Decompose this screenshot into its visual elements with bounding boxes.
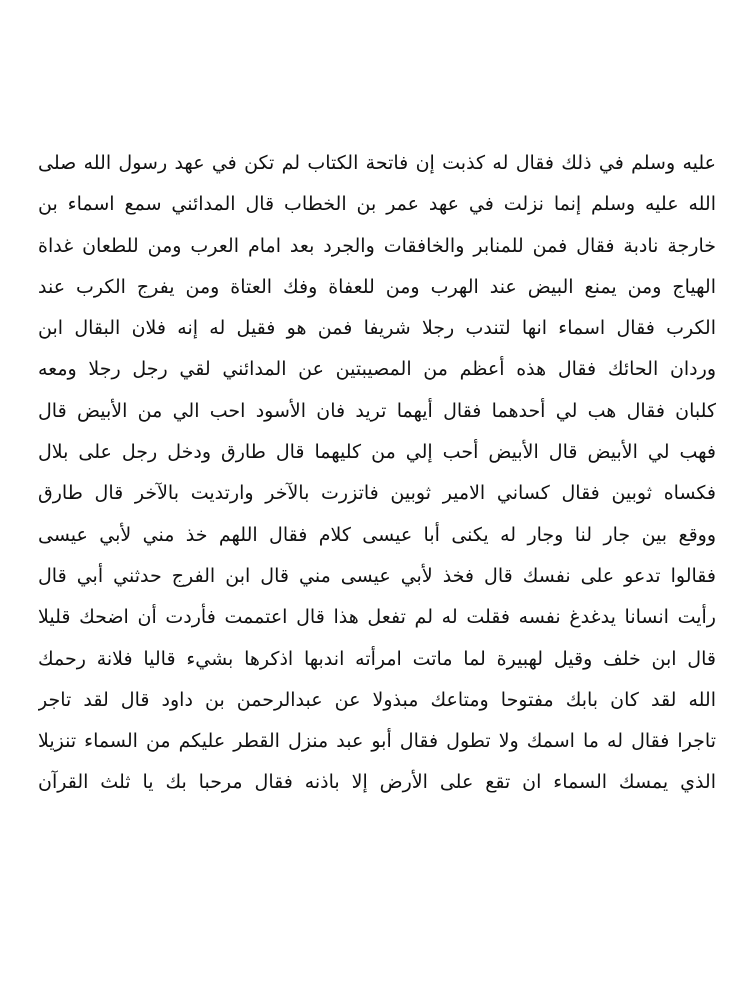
- text-line: رأيت انسانا يدغدغ نفسه فقلت له لم تفعل هذا قال اعتممت فأردت أن اضحك قليلا: [38, 606, 716, 629]
- text-line: عليه وسلم في ذلك فقال له كذبت إن فاتحة الكتاب لم تكن في عهد رسول الله صلى: [38, 152, 716, 174]
- text-line: الله لقد كان بابك مفتوحا ومتاعك مبذولا عن عبدالرحمن بن داود قال لقد تاجر: [38, 688, 716, 711]
- text-line: الذي يمسك السماء ان تقع على الأرض إلا باذنه فقال مرحبا بك يا ثلث القرآن: [38, 771, 716, 794]
- text-line: فكساه ثوبين فقال كساني الامير ثوبين فاتزرت بالآخر وارتديت بالآخر قال طارق: [38, 482, 716, 505]
- text-line: قال ابن خلف وقيل لهبيرة لما ماتت امرأته اندبها اذكرها بشيء قاليا فلانة رحمك: [38, 647, 716, 670]
- text-line: كلبان فقال هب لي أحدهما فقال أيهما تريد فان الأسود احب الي من الأبيض قال: [38, 399, 716, 422]
- arabic-text-block: [38, 143, 716, 804]
- text-line: الله عليه وسلم إنما نزلت في عهد عمر بن الخطاب قال المدائني سمع اسماء بن: [38, 193, 716, 216]
- text-line: الكرب فقال اسماء انها لتندب رجلا شريفا فمن هو فقيل له إنه فلان البقال ابن: [38, 317, 716, 340]
- text-line: تاجرا فقال له ما اسمك ولا تطول فقال أبو عبد منزل القطر عليكم من السماء تنزيلا: [38, 730, 716, 753]
- text-line: خارجة نادبة فقال فمن للمنابر والخافقات والجرد بعد امام العرب ومن للطعان غداة: [38, 234, 716, 257]
- text-line: فهب لي الأبيض قال الأبيض أحب إلي من كليهما قال طارق ودخل رجل على بلال: [38, 441, 716, 464]
- text-line: فقالوا تدعو على نفسك قال فخذ لأبي عيسى مني قال ابن الفرج حدثني أبي قال: [38, 564, 716, 587]
- text-line: الهياج ومن يمنع البيض عند الهرب ومن للعفاة وفك العتاة ومن يفرج الكرب عند: [38, 275, 716, 298]
- text-line: ووقع بين جار لنا وجار له يكنى أبا عيسى كلام فقال اللهم خذ مني لأبي عيسى: [38, 523, 716, 546]
- text-line: وردان الحائك فقال هذه أعظم من المصيبتين عن المدائني لقي رجل رجلا ومعه: [38, 358, 716, 381]
